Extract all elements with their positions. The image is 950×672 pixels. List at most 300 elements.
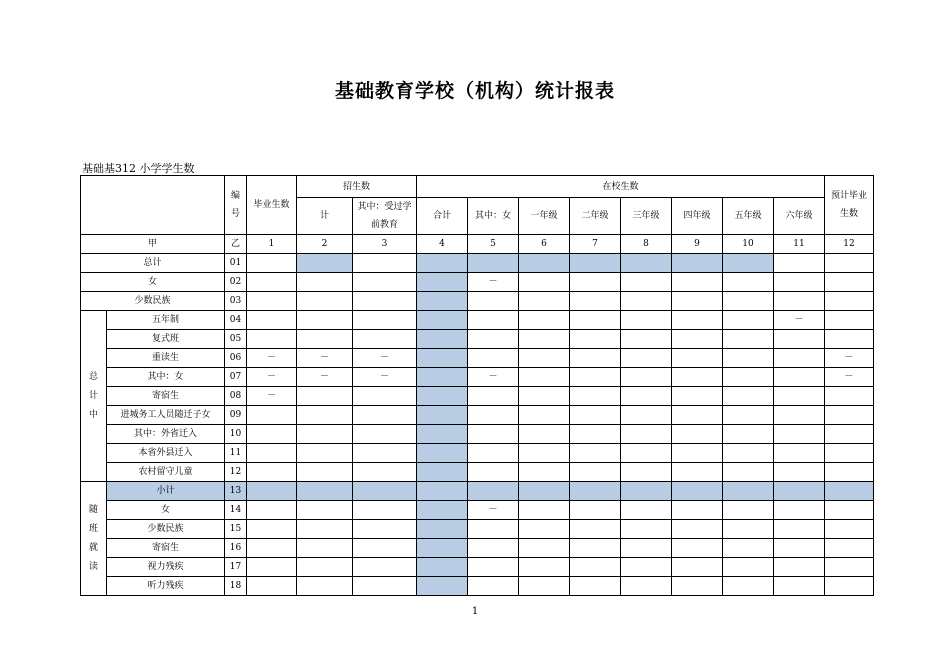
- data-cell[interactable]: [570, 520, 621, 539]
- table-row: [81, 311, 874, 330]
- row-code: 08: [225, 387, 247, 406]
- table-row: [81, 273, 874, 292]
- row-code: 15: [225, 520, 247, 539]
- data-cell[interactable]: [774, 482, 825, 501]
- data-cell[interactable]: [519, 501, 570, 520]
- data-cell[interactable]: [774, 292, 825, 311]
- data-cell[interactable]: [621, 463, 672, 482]
- data-cell[interactable]: －: [825, 349, 874, 368]
- row-code: 13: [225, 482, 247, 501]
- data-cell[interactable]: [825, 254, 874, 273]
- header-enroll-preschool: 其中：受过学前教育: [353, 198, 417, 235]
- row-label: 五年制: [107, 311, 225, 330]
- data-cell[interactable]: [297, 330, 353, 349]
- data-cell[interactable]: [519, 463, 570, 482]
- row-label: 复式班: [107, 330, 225, 349]
- data-cell[interactable]: [621, 444, 672, 463]
- data-cell[interactable]: [672, 444, 723, 463]
- data-cell[interactable]: [297, 558, 353, 577]
- data-cell[interactable]: [723, 444, 774, 463]
- row-label: 听力残疾: [107, 577, 225, 596]
- data-cell[interactable]: [297, 482, 353, 501]
- data-cell[interactable]: [519, 349, 570, 368]
- data-cell[interactable]: [519, 406, 570, 425]
- data-cell[interactable]: [519, 330, 570, 349]
- data-cell[interactable]: [723, 539, 774, 558]
- data-cell[interactable]: [247, 254, 297, 273]
- data-cell[interactable]: [468, 311, 519, 330]
- data-cell[interactable]: [621, 501, 672, 520]
- data-cell[interactable]: [825, 463, 874, 482]
- data-cell[interactable]: [468, 444, 519, 463]
- data-cell[interactable]: [353, 425, 417, 444]
- data-cell[interactable]: －: [247, 349, 297, 368]
- data-cell[interactable]: [353, 292, 417, 311]
- data-cell[interactable]: [774, 539, 825, 558]
- data-cell[interactable]: [570, 387, 621, 406]
- data-cell[interactable]: [825, 330, 874, 349]
- data-cell[interactable]: [570, 425, 621, 444]
- index-col-10: 10: [723, 235, 774, 254]
- data-cell[interactable]: [353, 558, 417, 577]
- data-cell[interactable]: [621, 349, 672, 368]
- data-cell[interactable]: [297, 539, 353, 558]
- data-cell[interactable]: [621, 577, 672, 596]
- group-attached-label: 随班就读: [88, 504, 98, 572]
- index-col-5: 5: [468, 235, 519, 254]
- data-cell[interactable]: [353, 501, 417, 520]
- data-cell[interactable]: [570, 273, 621, 292]
- data-cell[interactable]: [672, 273, 723, 292]
- data-cell[interactable]: [417, 520, 468, 539]
- data-cell[interactable]: [723, 254, 774, 273]
- table-row: [81, 406, 874, 425]
- data-cell[interactable]: [825, 577, 874, 596]
- data-cell[interactable]: [247, 463, 297, 482]
- row-label: 小计: [107, 482, 225, 501]
- data-cell[interactable]: [353, 273, 417, 292]
- data-cell[interactable]: [247, 311, 297, 330]
- data-cell[interactable]: －: [297, 368, 353, 387]
- data-cell[interactable]: －: [468, 501, 519, 520]
- row-code: 09: [225, 406, 247, 425]
- table-row: [81, 444, 874, 463]
- data-cell[interactable]: [723, 273, 774, 292]
- table-row: [81, 368, 874, 387]
- data-cell[interactable]: [723, 577, 774, 596]
- data-cell[interactable]: [417, 292, 468, 311]
- row-code: 01: [225, 254, 247, 273]
- data-cell[interactable]: [247, 406, 297, 425]
- data-cell[interactable]: [672, 330, 723, 349]
- data-cell[interactable]: [825, 482, 874, 501]
- data-cell[interactable]: [825, 311, 874, 330]
- data-cell[interactable]: [297, 273, 353, 292]
- data-cell[interactable]: [672, 406, 723, 425]
- header-grade-4: 四年级: [672, 198, 723, 235]
- data-cell[interactable]: [417, 387, 468, 406]
- table-row: [81, 330, 874, 349]
- data-cell[interactable]: [621, 330, 672, 349]
- data-cell[interactable]: [672, 577, 723, 596]
- row-label: 少数民族: [107, 520, 225, 539]
- data-cell[interactable]: －: [468, 368, 519, 387]
- row-code: 07: [225, 368, 247, 387]
- data-cell[interactable]: －: [353, 349, 417, 368]
- data-cell[interactable]: [774, 577, 825, 596]
- row-label: 寄宿生: [107, 539, 225, 558]
- header-code-label: 编号: [230, 191, 240, 219]
- header-enroll-total: 计: [297, 198, 353, 235]
- table-row: [81, 387, 874, 406]
- header-inschool-group: 在校生数: [417, 176, 825, 198]
- row-code: 03: [225, 292, 247, 311]
- data-cell[interactable]: [297, 501, 353, 520]
- data-cell[interactable]: [774, 558, 825, 577]
- data-cell[interactable]: －: [825, 368, 874, 387]
- data-cell[interactable]: [672, 292, 723, 311]
- data-cell[interactable]: [621, 368, 672, 387]
- data-cell[interactable]: [774, 520, 825, 539]
- data-cell[interactable]: [519, 444, 570, 463]
- data-cell[interactable]: －: [468, 273, 519, 292]
- data-cell[interactable]: [519, 539, 570, 558]
- header-grade-5: 五年级: [723, 198, 774, 235]
- data-cell[interactable]: [774, 463, 825, 482]
- table-title: 基础基312 小学学生数: [82, 162, 195, 175]
- data-cell[interactable]: [468, 349, 519, 368]
- data-cell[interactable]: [417, 425, 468, 444]
- data-cell[interactable]: [774, 273, 825, 292]
- data-cell[interactable]: [468, 406, 519, 425]
- data-cell[interactable]: [417, 368, 468, 387]
- row-label: 视力残疾: [107, 558, 225, 577]
- header-grade-1: 一年级: [519, 198, 570, 235]
- data-cell[interactable]: [570, 254, 621, 273]
- data-cell[interactable]: [723, 482, 774, 501]
- data-cell[interactable]: [825, 406, 874, 425]
- data-cell[interactable]: [297, 577, 353, 596]
- data-cell[interactable]: [672, 387, 723, 406]
- header-blank: [81, 176, 225, 235]
- data-cell[interactable]: [417, 558, 468, 577]
- data-cell[interactable]: [723, 501, 774, 520]
- row-label: 女: [107, 501, 225, 520]
- data-cell[interactable]: [621, 292, 672, 311]
- data-cell[interactable]: [297, 254, 353, 273]
- data-cell[interactable]: [621, 558, 672, 577]
- header-graduates: 毕业生数: [247, 176, 297, 235]
- row-code: 11: [225, 444, 247, 463]
- data-cell[interactable]: [417, 330, 468, 349]
- data-cell[interactable]: [672, 463, 723, 482]
- data-cell[interactable]: [247, 444, 297, 463]
- header-grade-6: 六年级: [774, 198, 825, 235]
- data-cell[interactable]: [672, 425, 723, 444]
- table-row: [81, 577, 874, 596]
- page-number: 1: [471, 606, 479, 617]
- data-cell[interactable]: [825, 501, 874, 520]
- row-label: 农村留守儿童: [107, 463, 225, 482]
- data-cell[interactable]: [621, 273, 672, 292]
- row-code: 06: [225, 349, 247, 368]
- index-label: 甲: [81, 235, 225, 254]
- data-cell[interactable]: [774, 330, 825, 349]
- header-grade-2: 二年级: [570, 198, 621, 235]
- index-col-1: 1: [247, 235, 297, 254]
- data-cell[interactable]: [723, 387, 774, 406]
- row-code: 02: [225, 273, 247, 292]
- index-col-11: 11: [774, 235, 825, 254]
- data-cell[interactable]: [247, 539, 297, 558]
- data-cell[interactable]: [723, 558, 774, 577]
- data-cell[interactable]: [468, 254, 519, 273]
- index-code: 乙: [225, 235, 247, 254]
- data-cell[interactable]: [417, 577, 468, 596]
- data-cell[interactable]: [519, 273, 570, 292]
- row-code: 12: [225, 463, 247, 482]
- data-cell[interactable]: [723, 311, 774, 330]
- data-cell[interactable]: [825, 520, 874, 539]
- data-cell[interactable]: [417, 311, 468, 330]
- data-cell[interactable]: [570, 482, 621, 501]
- data-cell[interactable]: [570, 577, 621, 596]
- data-cell[interactable]: [570, 501, 621, 520]
- data-cell[interactable]: [417, 406, 468, 425]
- header-code: [225, 176, 247, 235]
- data-cell[interactable]: [723, 425, 774, 444]
- data-cell[interactable]: [468, 330, 519, 349]
- data-cell[interactable]: [353, 520, 417, 539]
- data-cell[interactable]: [353, 330, 417, 349]
- data-cell[interactable]: [825, 292, 874, 311]
- data-cell[interactable]: [570, 311, 621, 330]
- data-cell[interactable]: [723, 330, 774, 349]
- data-cell[interactable]: －: [247, 387, 297, 406]
- row-code: 17: [225, 558, 247, 577]
- row-label: 本省外县迁入: [107, 444, 225, 463]
- data-cell[interactable]: [672, 520, 723, 539]
- data-cell[interactable]: [417, 349, 468, 368]
- data-cell[interactable]: [519, 520, 570, 539]
- data-cell[interactable]: [672, 311, 723, 330]
- data-cell[interactable]: [519, 558, 570, 577]
- data-cell[interactable]: [417, 273, 468, 292]
- data-cell[interactable]: [468, 482, 519, 501]
- data-cell[interactable]: [519, 387, 570, 406]
- row-label: 其中：女: [107, 368, 225, 387]
- row-label: 其中：外省迁入: [107, 425, 225, 444]
- data-cell[interactable]: [247, 577, 297, 596]
- row-code: 10: [225, 425, 247, 444]
- data-cell[interactable]: [247, 292, 297, 311]
- data-cell[interactable]: [297, 444, 353, 463]
- index-col-4: 4: [417, 235, 468, 254]
- data-cell[interactable]: [519, 577, 570, 596]
- data-cell[interactable]: [774, 387, 825, 406]
- data-cell[interactable]: [468, 463, 519, 482]
- row-code: 18: [225, 577, 247, 596]
- data-cell[interactable]: [519, 482, 570, 501]
- data-cell[interactable]: [417, 539, 468, 558]
- data-cell[interactable]: [621, 254, 672, 273]
- data-cell[interactable]: －: [297, 349, 353, 368]
- index-col-3: 3: [353, 235, 417, 254]
- data-cell[interactable]: [621, 425, 672, 444]
- data-cell[interactable]: [570, 349, 621, 368]
- data-cell[interactable]: [570, 558, 621, 577]
- data-cell[interactable]: [723, 292, 774, 311]
- data-cell[interactable]: [570, 444, 621, 463]
- data-cell[interactable]: [723, 463, 774, 482]
- group-total-among: [81, 311, 107, 482]
- data-cell[interactable]: [672, 349, 723, 368]
- data-cell[interactable]: [672, 539, 723, 558]
- data-cell[interactable]: [468, 387, 519, 406]
- data-cell[interactable]: [774, 501, 825, 520]
- row-label: 总计: [81, 254, 225, 273]
- data-cell[interactable]: [570, 463, 621, 482]
- data-cell[interactable]: [247, 520, 297, 539]
- data-cell[interactable]: [353, 311, 417, 330]
- data-cell[interactable]: [621, 406, 672, 425]
- data-cell[interactable]: －: [774, 311, 825, 330]
- row-code: 05: [225, 330, 247, 349]
- table-row: [81, 558, 874, 577]
- report-title: 基础教育学校（机构）统计报表: [334, 80, 615, 102]
- data-cell[interactable]: [825, 444, 874, 463]
- data-cell[interactable]: [570, 368, 621, 387]
- data-cell[interactable]: [353, 406, 417, 425]
- data-cell[interactable]: [353, 482, 417, 501]
- data-cell[interactable]: [672, 368, 723, 387]
- row-label: 寄宿生: [107, 387, 225, 406]
- data-cell[interactable]: [297, 292, 353, 311]
- data-cell[interactable]: [570, 292, 621, 311]
- data-cell[interactable]: [297, 387, 353, 406]
- data-cell[interactable]: [417, 482, 468, 501]
- data-cell[interactable]: [723, 349, 774, 368]
- data-cell[interactable]: [519, 311, 570, 330]
- data-cell[interactable]: [297, 311, 353, 330]
- index-col-9: 9: [672, 235, 723, 254]
- data-cell[interactable]: [468, 520, 519, 539]
- data-cell[interactable]: [570, 330, 621, 349]
- data-cell[interactable]: [468, 577, 519, 596]
- index-col-7: 7: [570, 235, 621, 254]
- data-cell[interactable]: [621, 539, 672, 558]
- header-grade-3: 三年级: [621, 198, 672, 235]
- table-row: [81, 539, 874, 558]
- data-cell[interactable]: －: [247, 368, 297, 387]
- header-enroll-group: 招生数: [297, 176, 417, 198]
- data-cell[interactable]: [353, 577, 417, 596]
- data-cell[interactable]: [774, 444, 825, 463]
- data-cell[interactable]: [468, 292, 519, 311]
- data-cell[interactable]: [247, 330, 297, 349]
- header-inschool-total: 合计: [417, 198, 468, 235]
- row-code: 04: [225, 311, 247, 330]
- data-cell[interactable]: [621, 311, 672, 330]
- data-cell[interactable]: [723, 368, 774, 387]
- data-cell[interactable]: －: [353, 368, 417, 387]
- data-cell[interactable]: [417, 463, 468, 482]
- group-total-among-label: 总计中: [88, 371, 98, 420]
- row-code: 16: [225, 539, 247, 558]
- data-cell[interactable]: [247, 501, 297, 520]
- data-cell[interactable]: [353, 387, 417, 406]
- data-cell[interactable]: [774, 368, 825, 387]
- statistics-table: [80, 175, 874, 596]
- data-cell[interactable]: [825, 273, 874, 292]
- data-cell[interactable]: [774, 425, 825, 444]
- data-cell[interactable]: [247, 273, 297, 292]
- index-col-8: 8: [621, 235, 672, 254]
- data-cell[interactable]: [621, 387, 672, 406]
- data-cell[interactable]: [723, 520, 774, 539]
- data-cell[interactable]: [723, 406, 774, 425]
- data-cell[interactable]: [247, 425, 297, 444]
- table-row: [81, 254, 874, 273]
- data-cell[interactable]: [621, 520, 672, 539]
- data-cell[interactable]: [417, 254, 468, 273]
- data-cell[interactable]: [519, 368, 570, 387]
- data-cell[interactable]: [519, 425, 570, 444]
- data-cell[interactable]: [297, 520, 353, 539]
- group-attached: [81, 482, 107, 596]
- data-cell[interactable]: [468, 539, 519, 558]
- data-cell[interactable]: [417, 444, 468, 463]
- data-cell[interactable]: [774, 254, 825, 273]
- data-cell[interactable]: [417, 501, 468, 520]
- data-cell[interactable]: [672, 558, 723, 577]
- data-cell[interactable]: [519, 254, 570, 273]
- data-cell[interactable]: [672, 254, 723, 273]
- header-expected-grad: 预计毕业生数: [825, 176, 874, 235]
- index-col-12: 12: [825, 235, 874, 254]
- table-row: [81, 501, 874, 520]
- data-cell[interactable]: [353, 539, 417, 558]
- data-cell[interactable]: [825, 387, 874, 406]
- data-cell[interactable]: [825, 539, 874, 558]
- data-cell[interactable]: [774, 406, 825, 425]
- data-cell[interactable]: [297, 425, 353, 444]
- row-label: 少数民族: [81, 292, 225, 311]
- data-cell[interactable]: [247, 558, 297, 577]
- data-cell[interactable]: [570, 539, 621, 558]
- data-cell[interactable]: [621, 482, 672, 501]
- data-cell[interactable]: [774, 349, 825, 368]
- data-cell[interactable]: [353, 463, 417, 482]
- table-row: [81, 425, 874, 444]
- data-cell[interactable]: [570, 406, 621, 425]
- table-row: [81, 520, 874, 539]
- data-cell[interactable]: [353, 254, 417, 273]
- data-cell[interactable]: [825, 558, 874, 577]
- data-cell[interactable]: [297, 406, 353, 425]
- data-cell[interactable]: [825, 425, 874, 444]
- data-cell[interactable]: [672, 482, 723, 501]
- data-cell[interactable]: [468, 425, 519, 444]
- table-row: [81, 463, 874, 482]
- data-cell[interactable]: [247, 482, 297, 501]
- data-cell[interactable]: [519, 292, 570, 311]
- data-cell[interactable]: [353, 444, 417, 463]
- data-cell[interactable]: [297, 463, 353, 482]
- data-cell[interactable]: [468, 558, 519, 577]
- index-col-2: 2: [297, 235, 353, 254]
- data-cell[interactable]: [672, 501, 723, 520]
